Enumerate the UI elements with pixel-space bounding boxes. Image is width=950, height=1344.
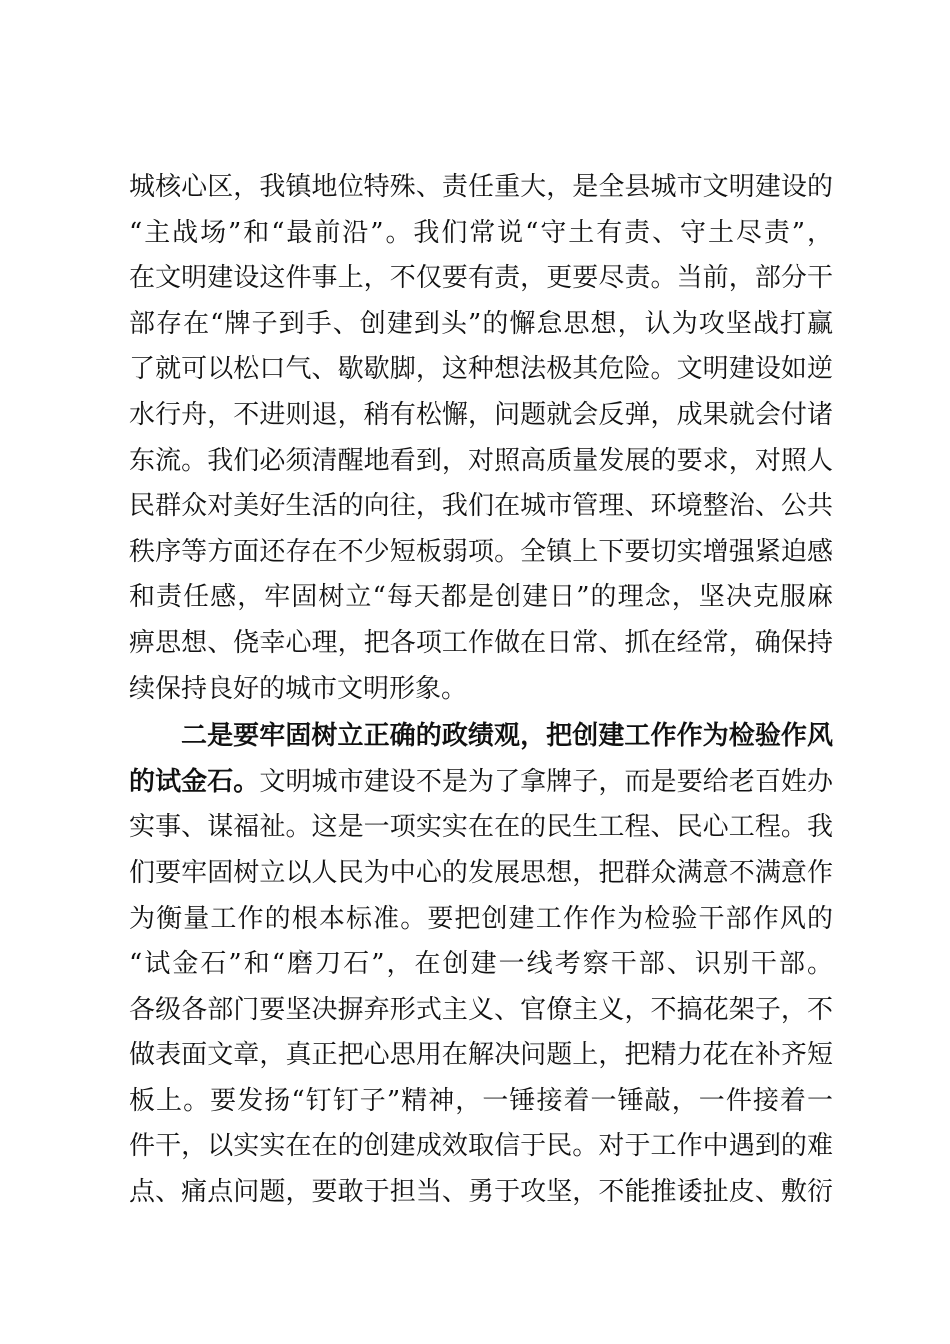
text-line: 各级各部门要坚决摒弃形式主义、官僚主义，不搞花架子，不 bbox=[129, 994, 833, 1025]
text-line: 了就可以松口气、歇歇脚，这种想法极其危险。文明建设如逆 bbox=[129, 354, 833, 385]
section-heading-end: 的试金石。 bbox=[129, 766, 260, 797]
text-line: 东流。我们必须清醒地看到，对照高质量发展的要求，对照人 bbox=[129, 445, 833, 476]
text-line: 件干，以实实在在的创建成效取信于民。对于工作中遇到的难 bbox=[129, 1131, 833, 1162]
text-line: 实事、谋福祉。这是一项实实在在的民生工程、民心工程。我 bbox=[129, 812, 833, 843]
section-heading: 二是要牢固树立正确的政绩观，把创建工作作为检验作风 bbox=[181, 721, 833, 752]
text-line: 秩序等方面还存在不少短板弱项。全镇上下要切实增强紧迫感 bbox=[129, 536, 833, 567]
text-line: 在文明建设这件事上，不仅要有责，更要尽责。当前，部分干 bbox=[129, 263, 833, 294]
text-line: 板上。要发扬“钉钉子”精神，一锤接着一锤敲，一件接着一 bbox=[129, 1085, 833, 1116]
text-line: 部存在“牌子到手、创建到头”的懈怠思想，认为攻坚战打赢 bbox=[129, 308, 833, 339]
text-line: 们要牢固树立以人民为中心的发展思想，把群众满意不满意作 bbox=[129, 857, 833, 888]
text-line: 痹思想、侥幸心理，把各项工作做在日常、抓在经常，确保持 bbox=[129, 627, 833, 658]
paragraph-2 bbox=[129, 714, 833, 1216]
text-line: “试金石”和“磨刀石”，在创建一线考察干部、识别干部。 bbox=[129, 949, 833, 980]
text-line: 民群众对美好生活的向往，我们在城市管理、环境整治、公共 bbox=[129, 491, 833, 522]
text-line: 城核心区，我镇地位特殊、责任重大，是全县城市文明建设的 bbox=[129, 172, 833, 202]
text-line: 为衡量工作的根本标准。要把创建工作作为检验干部作风的 bbox=[129, 903, 833, 934]
text-line: 续保持良好的城市文明形象。 bbox=[129, 673, 468, 704]
text-line: “主战场”和“最前沿”。我们常说“守土有责、守土尽责”， bbox=[129, 217, 833, 248]
text-line: 点、痛点问题，要敢于担当、勇于攻坚，不能推诿扯皮、敷衍 bbox=[129, 1177, 833, 1208]
text-line: 和责任感，牢固树立“每天都是创建日”的理念，坚决克服麻 bbox=[129, 582, 833, 613]
text-line: 做表面文章，真正把心思用在解决问题上，把精力花在补齐短 bbox=[129, 1040, 833, 1071]
text-run: 文明城市建设不是为了拿牌子，而是要给老百姓办 bbox=[259, 766, 833, 797]
text-line-mixed bbox=[129, 760, 833, 806]
paragraph-1 bbox=[129, 165, 833, 712]
document-body bbox=[129, 165, 833, 1216]
text-line: 水行舟，不进则退，稍有松懈，问题就会反弹，成果就会付诸 bbox=[129, 399, 833, 430]
